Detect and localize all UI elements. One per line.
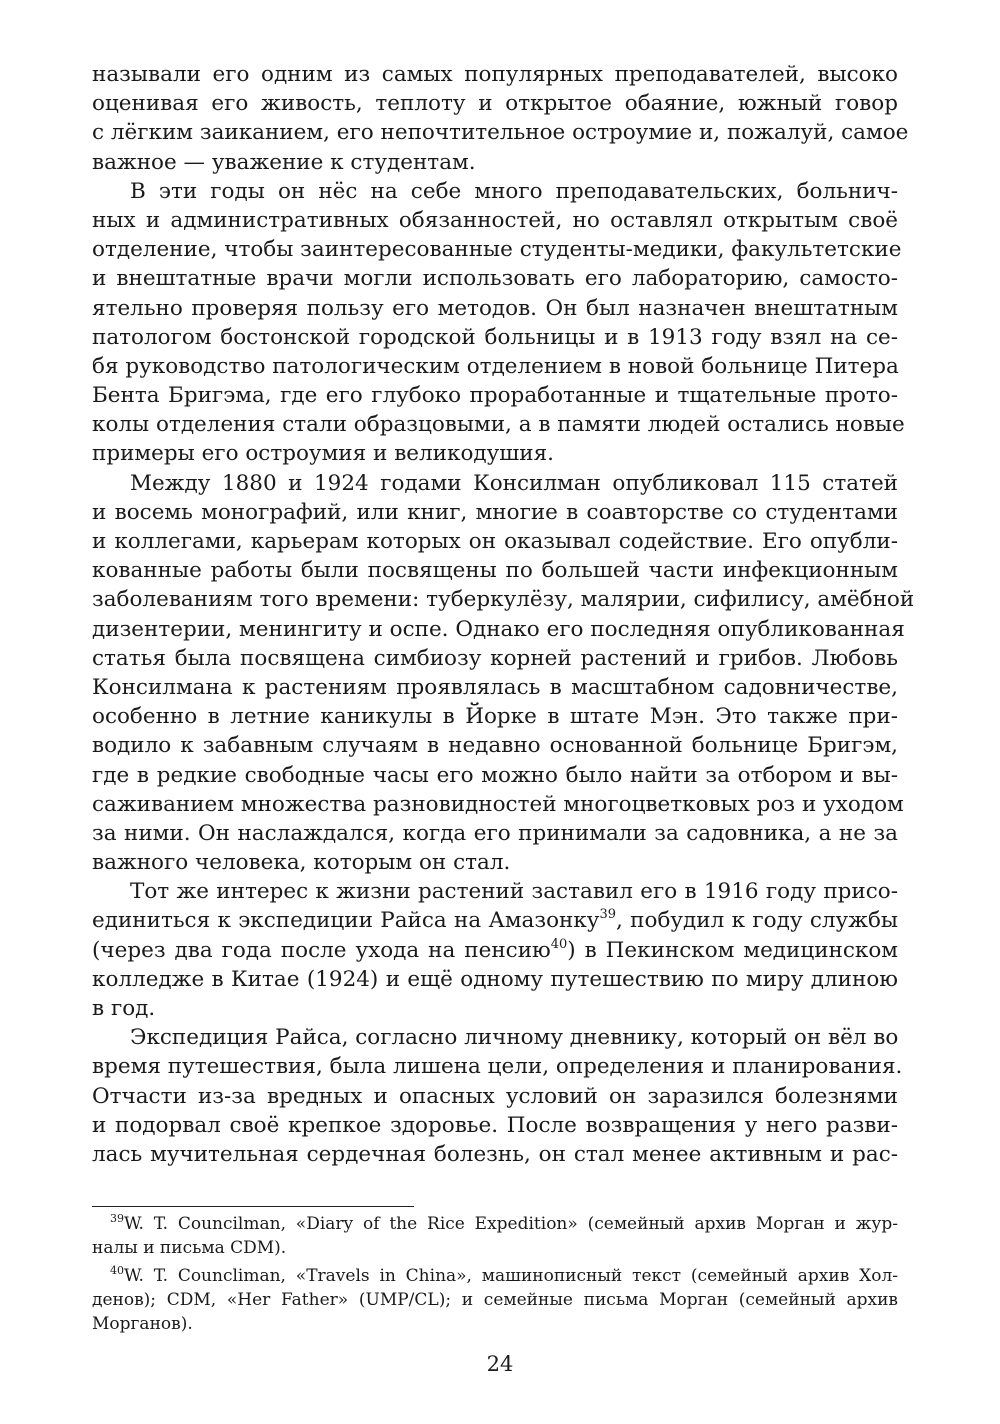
text-line: время путешествия, была лишена цели, определения и планирования. [92, 1054, 903, 1080]
paragraph-5 [92, 1023, 903, 1169]
text-line: Тот же интерес к жизни растений заставил его в 1916 году присо- [130, 879, 898, 905]
text-line: бя руководство патологическим отделением в новой больнице Питера [92, 353, 899, 379]
text-line: за ними. Он наслаждался, когда его принимали за садовника, а не за [92, 820, 898, 846]
text-line: с лёгким заиканием, его непочтительное остроумие и, пожалуй, самое [92, 120, 909, 146]
paragraph-1 [92, 60, 909, 177]
text-segment: (через два года после ухода на пенсию [92, 937, 551, 963]
text-line: патологом бостонской городской больницы и в 1913 году взял на се- [92, 324, 898, 350]
text-line: важное — уважение к студентам. [92, 149, 476, 175]
footnote-line [92, 1264, 898, 1288]
text-line-with-footnote-39 [92, 906, 898, 935]
paragraph-3 [92, 469, 915, 878]
paragraph-4 [92, 877, 898, 1023]
text-line: колледже в Китае (1924) и ещё одному путешествию по миру длиною [92, 966, 898, 992]
paragraph-2 [92, 177, 905, 469]
footnote-line [92, 1212, 898, 1236]
text-line: называли его одним из самых популярных преподавателей, высоко [92, 62, 898, 87]
text-segment: , побудил к году службы [616, 908, 898, 934]
text-line: В эти годы он нёс на себе много преподавательских, больнич- [130, 178, 898, 204]
text-line: примеры его остроумия и великодушия. [92, 441, 554, 467]
text-line: в год. [92, 996, 156, 1021]
text-line: кованные работы были посвящены по большей части инфекционным [92, 558, 898, 584]
text-line: Консилмана к растениям проявлялась в масштабном садовничестве, [92, 674, 898, 700]
text-line: и внештатные врачи могли использовать его лабораторию, самосто- [92, 266, 898, 292]
text-line: оценивая его живость, теплоту и открытое обаяние, южный говор [92, 91, 898, 117]
text-segment: единиться к экспедиции Райса на Амазонку [92, 908, 600, 934]
text-line: Бента Бригэма, где его глубоко проработанные и тщательные прото- [92, 383, 898, 409]
footnote-line: денов); CDM, «Her Father» (UMP/CL); и семейные письма Морган (семейный архив [92, 1290, 898, 1310]
text-line: саживанием множества разновидностей многоцветковых роз и уходом [92, 791, 904, 817]
footnote-text: W. T. Councliman, «Travels in China», машинописный текст (семейный архив Хол- [124, 1266, 898, 1286]
text-line: и подорвал своё крепкое здоровье. После возвращения у него разви- [92, 1112, 898, 1138]
text-line: лась мучительная сердечная болезнь, он стал менее активным и рас- [92, 1141, 898, 1167]
text-line: важного человека, которым он стал. [92, 850, 511, 876]
footnote-line: налы и письма CDM). [92, 1238, 287, 1258]
text-line: и коллегами, карьерам которых он оказывал содействие. Его опубли- [92, 529, 898, 554]
text-line-with-footnote-40 [92, 936, 898, 965]
footnote-40 [92, 1264, 898, 1336]
footnote-ref-40[interactable]: 40 [550, 936, 568, 952]
text-line: где в редкие свободные часы его можно было найти за отбором и вы- [92, 762, 898, 788]
page-number: 24 [486, 1352, 514, 1376]
footnote-text: W. T. Councilman, «Diary of the Rice Expedition» (семейный архив Морган и жур- [124, 1214, 898, 1234]
text-line: Отчасти из-за вредных и опасных условий он заразился болезнями [92, 1083, 898, 1109]
footnote-line: Морганов). [92, 1314, 193, 1334]
footnote-39 [92, 1212, 898, 1260]
text-line: особенно в летние каникулы в Йорке в штате Мэн. Это также при- [92, 704, 898, 730]
text-line: Между 1880 и 1924 годами Консилман опубликовал 115 статей [130, 470, 898, 496]
footnote-separator [92, 1206, 414, 1207]
text-line: Экспедиция Райса, согласно личному дневнику, который он вёл во [130, 1025, 899, 1051]
footnote-number: 40 [110, 1264, 124, 1277]
text-line: заболеваниям того времени: туберкулёзу, малярии, сифилису, амёбной [92, 587, 915, 613]
text-line: колы отделения стали образцовыми, а в памяти людей остались новые [92, 412, 905, 438]
footnote-ref-39[interactable]: 39 [599, 907, 616, 923]
footnote-number: 39 [110, 1212, 124, 1225]
text-line: отделение, чтобы заинтересованные студенты-медики, факультетские [92, 237, 902, 263]
text-line: ятельно проверяя пользу его методов. Он был назначен внештатным [92, 295, 898, 321]
text-line: статья была посвящена симбиозу корней растений и грибов. Любовь [92, 645, 898, 671]
text-line: дизентерии, менингиту и оспе. Однако его последняя опубликованная [92, 616, 905, 642]
text-line: и восемь монографий, или книг, многие в соавторстве со студентами [92, 499, 898, 525]
footnotes [92, 1212, 898, 1336]
page-body [92, 60, 915, 1169]
text-segment: ) в Пекинском медицинском [567, 937, 898, 963]
text-line: водило к забавным случаям в недавно основанной больнице Бригэм, [92, 733, 898, 759]
text-line: ных и административных обязанностей, но оставлял открытым своё [92, 207, 898, 233]
